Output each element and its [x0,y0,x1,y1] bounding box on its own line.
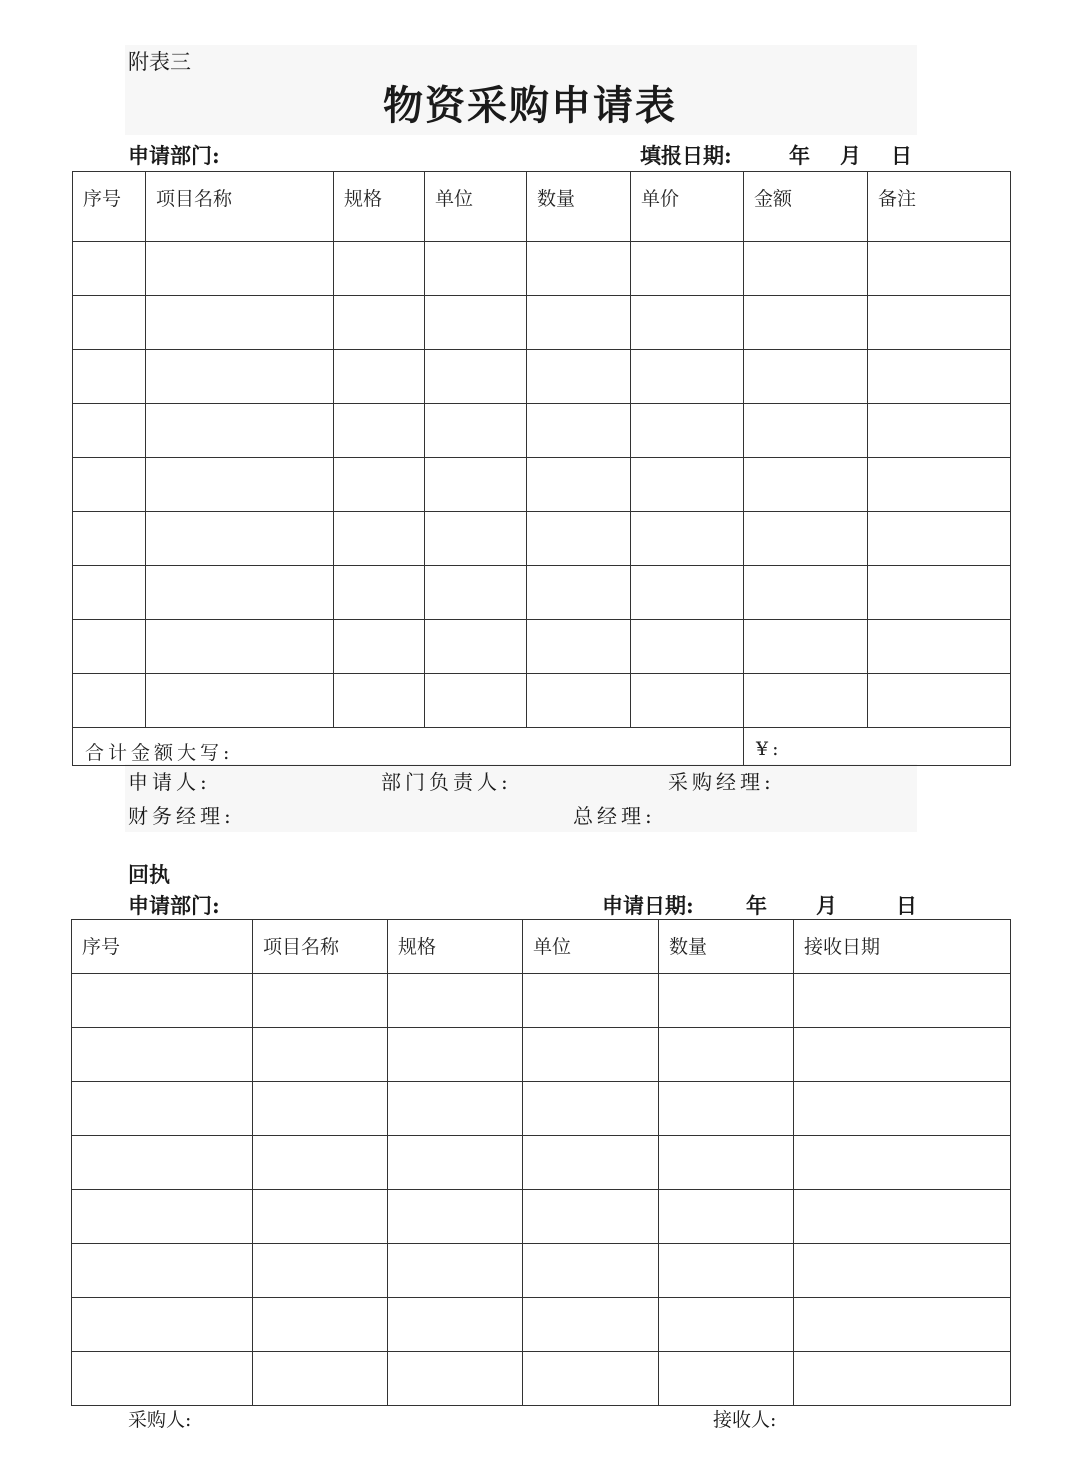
table-cell[interactable] [253,1028,388,1082]
column-header [659,920,794,974]
table-cell[interactable] [72,1244,253,1298]
table-cell[interactable] [388,1028,523,1082]
table-cell[interactable] [425,674,527,728]
table-cell[interactable] [868,404,1011,458]
table-cell[interactable] [73,350,146,404]
table-cell[interactable] [527,296,631,350]
table-cell[interactable] [388,1298,523,1352]
column-header-label: 序号 [83,188,122,210]
column-header-label: 规格 [344,188,383,210]
table-cell[interactable] [334,404,425,458]
table-cell[interactable] [527,458,631,512]
column-header-label: 项目名称 [156,188,233,210]
table-cell[interactable] [146,458,334,512]
annex-label: 附表三 [128,50,191,74]
table-cell[interactable] [868,350,1011,404]
column-header [146,172,334,242]
table-cell[interactable] [659,1082,794,1136]
table-cell[interactable] [253,1244,388,1298]
table-cell[interactable] [73,512,146,566]
dept-head-label: 部门负责人: [381,770,512,794]
table-cell[interactable] [73,674,146,728]
fill-date-label: 填报日期: [640,143,732,168]
table-cell[interactable] [659,1028,794,1082]
table-cell[interactable] [72,1028,253,1082]
table-cell[interactable] [527,350,631,404]
total-amount-words-cell[interactable] [73,728,744,766]
table-cell[interactable] [868,620,1011,674]
column-header-label: 序号 [82,936,121,958]
receipt-table [71,919,1011,1406]
table-header-row [73,172,1011,242]
table-cell[interactable] [253,1190,388,1244]
table-cell[interactable] [253,1298,388,1352]
table-cell[interactable] [253,974,388,1028]
table-cell[interactable] [146,674,334,728]
table-cell[interactable] [794,1082,1011,1136]
table-cell[interactable] [146,296,334,350]
table-row [72,1244,1011,1298]
receipt-title: 回执 [128,862,170,887]
table-cell[interactable] [523,1352,659,1406]
table-cell[interactable] [523,1244,659,1298]
year-label: 年 [789,143,810,168]
table-cell[interactable] [73,620,146,674]
table-cell[interactable] [868,458,1011,512]
table-cell[interactable] [146,404,334,458]
column-header-label: 数量 [669,936,708,958]
table-cell[interactable] [794,1136,1011,1190]
table-cell[interactable] [744,566,868,620]
table-cell[interactable] [425,404,527,458]
table-cell[interactable] [868,566,1011,620]
general-manager-label: 总经理: [573,804,656,828]
table-cell[interactable] [523,1082,659,1136]
table-row [73,458,1011,512]
table-cell[interactable] [794,974,1011,1028]
receipt-header-row [72,920,1011,974]
table-cell[interactable] [425,620,527,674]
table-cell[interactable] [527,404,631,458]
table-cell[interactable] [388,1082,523,1136]
receipt-dept-label: 申请部门: [128,893,220,918]
table-cell[interactable] [334,620,425,674]
table-cell[interactable] [425,296,527,350]
day-label: 日 [891,143,912,168]
table-cell[interactable] [794,1028,1011,1082]
table-cell[interactable] [146,620,334,674]
column-header-label: 备注 [878,188,917,210]
yen-label: ¥: [756,738,783,760]
table-cell[interactable] [631,458,744,512]
table-cell[interactable] [744,620,868,674]
table-row [73,566,1011,620]
column-header [744,172,868,242]
table-cell[interactable] [631,620,744,674]
receipt-year-label: 年 [746,893,767,918]
table-cell[interactable] [73,566,146,620]
table-cell[interactable] [868,242,1011,296]
month-label: 月 [840,143,861,168]
purchaser-label: 采购人: [128,1409,192,1431]
table-cell[interactable] [146,512,334,566]
table-cell[interactable] [425,350,527,404]
table-cell[interactable] [146,242,334,296]
table-cell[interactable] [72,1298,253,1352]
table-cell[interactable] [659,1244,794,1298]
table-row [72,1028,1011,1082]
table-cell[interactable] [659,1298,794,1352]
table-cell[interactable] [73,458,146,512]
table-cell[interactable] [72,1082,253,1136]
table-cell[interactable] [631,512,744,566]
table-cell[interactable] [388,1244,523,1298]
table-cell[interactable] [794,1298,1011,1352]
table-cell[interactable] [744,404,868,458]
table-cell[interactable] [523,974,659,1028]
table-cell[interactable] [523,1028,659,1082]
table-cell[interactable] [631,404,744,458]
column-header-label: 项目名称 [263,936,340,958]
column-header [73,172,146,242]
table-cell[interactable] [659,974,794,1028]
column-header [631,172,744,242]
table-cell[interactable] [631,566,744,620]
table-cell[interactable] [334,674,425,728]
table-cell[interactable] [527,620,631,674]
table-cell[interactable] [72,1190,253,1244]
table-cell[interactable] [334,566,425,620]
applicant-label: 申请人: [128,770,211,794]
purchase-manager-label: 采购经理: [668,770,775,794]
table-row [72,1082,1011,1136]
table-cell[interactable] [744,296,868,350]
table-cell[interactable] [523,1298,659,1352]
column-header [527,172,631,242]
receipt-date-label: 申请日期: [602,893,694,918]
column-header [72,920,253,974]
table-cell[interactable] [794,1190,1011,1244]
table-cell[interactable] [523,1190,659,1244]
table-cell[interactable] [253,1352,388,1406]
table-row [72,1136,1011,1190]
table-row [73,674,1011,728]
table-cell[interactable] [334,242,425,296]
table-cell[interactable] [659,1190,794,1244]
column-header-label: 单位 [533,936,572,958]
table-cell[interactable] [631,350,744,404]
table-cell[interactable] [631,296,744,350]
page-title: 物资采购申请表 [383,82,677,129]
table-cell[interactable] [73,296,146,350]
table-cell[interactable] [334,350,425,404]
column-header-label: 单位 [435,188,474,210]
total-row [73,728,1011,766]
table-cell[interactable] [388,1352,523,1406]
table-cell[interactable] [527,674,631,728]
column-header-label: 接收日期 [804,936,881,958]
table-cell[interactable] [425,512,527,566]
table-row [73,404,1011,458]
table-cell[interactable] [744,512,868,566]
table-cell[interactable] [794,1352,1011,1406]
column-header [794,920,1011,974]
table-cell[interactable] [659,1352,794,1406]
column-header [388,920,523,974]
column-header-label: 单价 [641,188,680,210]
table-cell[interactable] [253,1082,388,1136]
dept-label: 申请部门: [128,143,220,168]
table-cell[interactable] [744,242,868,296]
table-cell[interactable] [631,674,744,728]
column-header [253,920,388,974]
table-cell[interactable] [334,512,425,566]
receipt-month-label: 月 [816,893,837,918]
table-cell[interactable] [868,296,1011,350]
table-cell[interactable] [744,350,868,404]
table-cell[interactable] [334,458,425,512]
column-header [334,172,425,242]
table-cell[interactable] [527,566,631,620]
column-header [523,920,659,974]
table-cell[interactable] [146,350,334,404]
table-cell[interactable] [631,242,744,296]
table-cell[interactable] [73,242,146,296]
table-cell[interactable] [523,1136,659,1190]
column-header-label: 金额 [754,188,793,210]
table-cell[interactable] [794,1244,1011,1298]
table-cell[interactable] [868,674,1011,728]
table-cell[interactable] [659,1136,794,1190]
table-cell[interactable] [334,296,425,350]
column-header [425,172,527,242]
table-row [73,620,1011,674]
total-amount-yen-cell[interactable] [744,728,1011,766]
table-cell[interactable] [388,1190,523,1244]
table-cell[interactable] [527,242,631,296]
table-row [73,242,1011,296]
table-cell[interactable] [425,566,527,620]
table-row [73,512,1011,566]
table-cell[interactable] [527,512,631,566]
table-cell[interactable] [425,458,527,512]
table-row [72,974,1011,1028]
table-cell[interactable] [744,674,868,728]
table-cell[interactable] [425,242,527,296]
table-cell[interactable] [868,512,1011,566]
table-cell[interactable] [146,566,334,620]
table-cell[interactable] [72,974,253,1028]
table-cell[interactable] [388,1136,523,1190]
table-row [73,296,1011,350]
table-row [72,1190,1011,1244]
column-header-label: 数量 [537,188,576,210]
table-cell[interactable] [72,1136,253,1190]
table-cell[interactable] [253,1136,388,1190]
finance-manager-label: 财务经理: [128,804,235,828]
table-cell[interactable] [744,458,868,512]
column-header [868,172,1011,242]
total-amount-words-label: 合计金额大写: [85,742,234,764]
table-row [72,1352,1011,1406]
table-row [73,350,1011,404]
table-cell[interactable] [72,1352,253,1406]
table-cell[interactable] [73,404,146,458]
table-cell[interactable] [388,974,523,1028]
receipt-day-label: 日 [896,893,917,918]
signature-band [125,764,917,832]
purchase-table [72,171,1011,766]
receiver-label: 接收人: [713,1409,777,1431]
column-header-label: 规格 [398,936,437,958]
table-row [72,1298,1011,1352]
